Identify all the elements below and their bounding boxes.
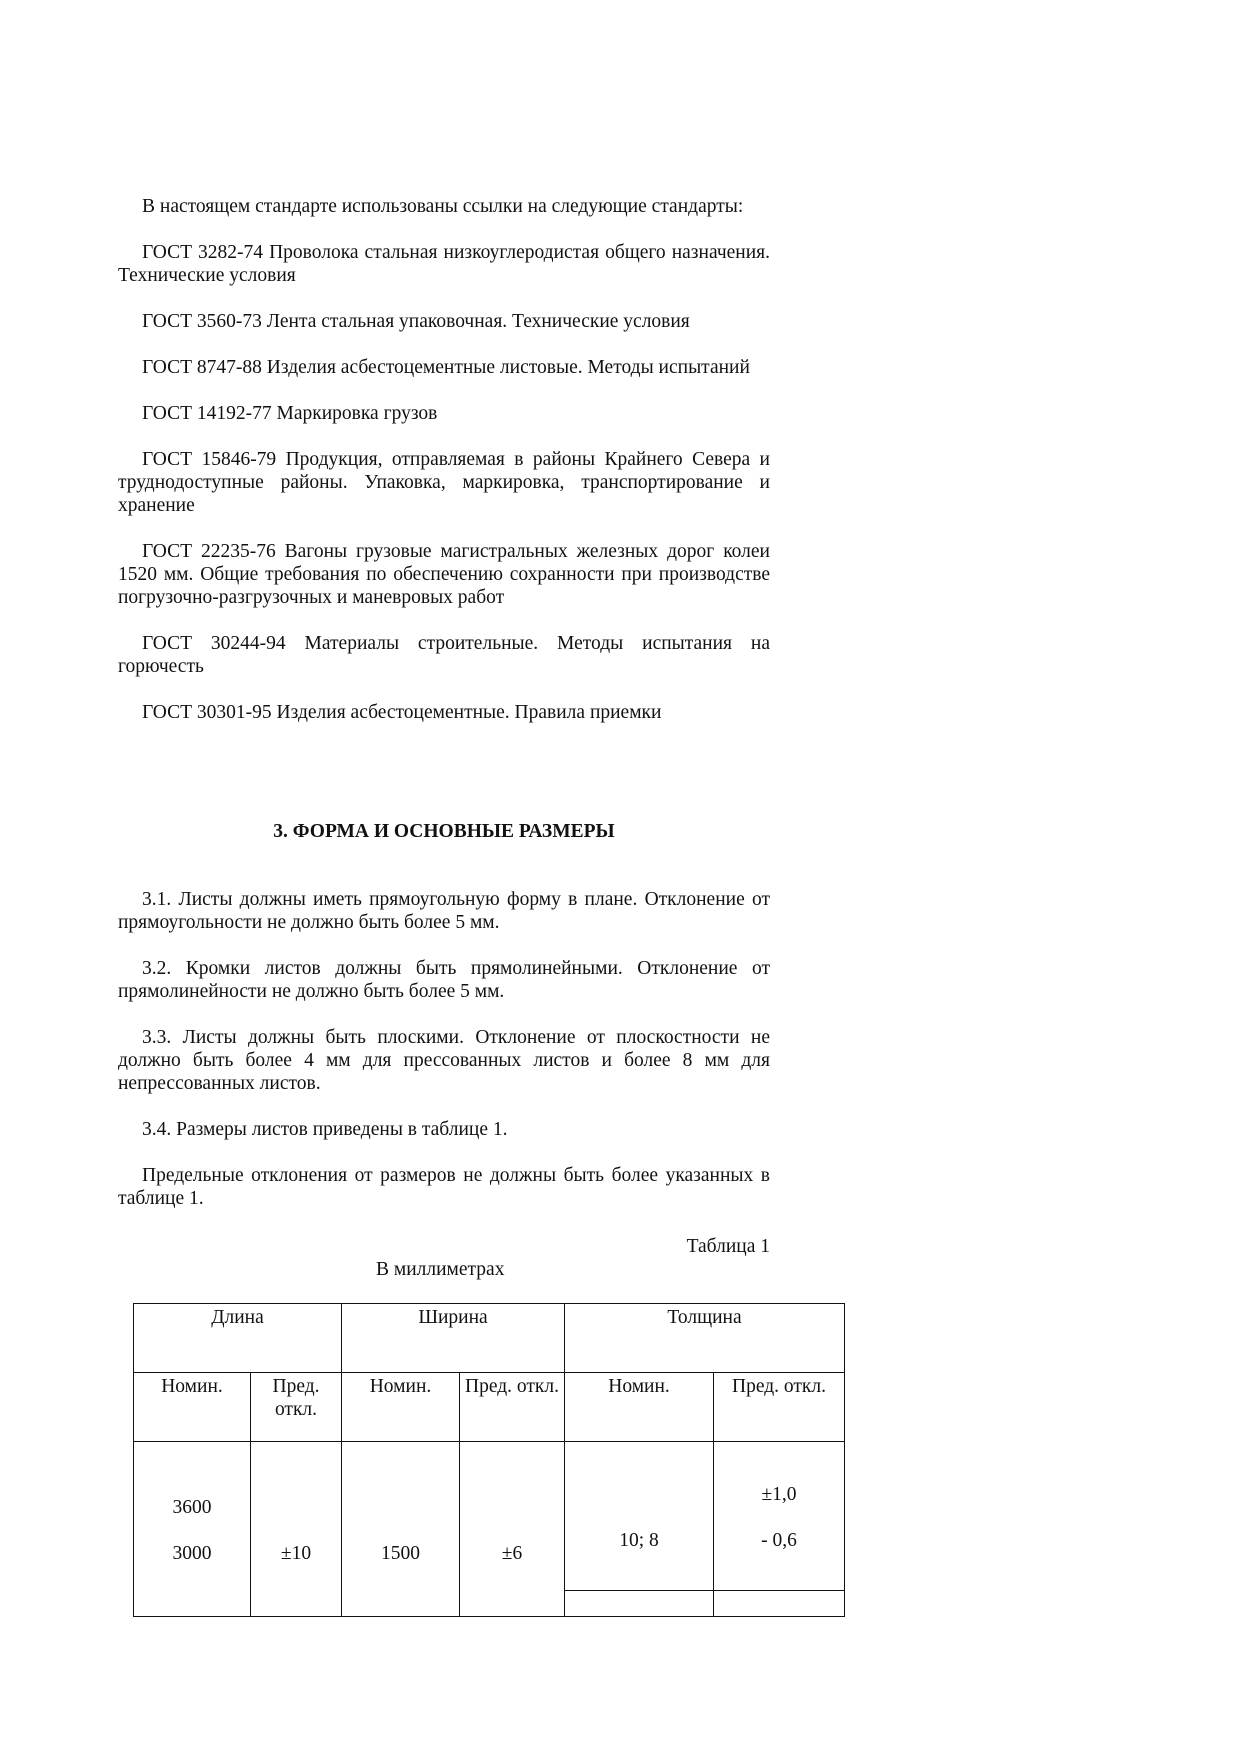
units-label: В миллиметрах: [376, 1259, 505, 1280]
reference-item: ГОСТ 14192-77 Маркировка грузов: [142, 403, 438, 424]
cell-thickness-deviation: [714, 1442, 845, 1591]
subheader-nominal: Номин.: [134, 1373, 251, 1442]
empty-cell: [565, 1591, 714, 1617]
reference-item: ГОСТ 22235-76 Вагоны грузовые магистральных железных дорог колеи 1520 мм. Общие требования по обеспечению сохранности при производстве погрузочно-разгрузочных и маневровых работ: [118, 541, 770, 608]
width-nominal: 1500: [381, 1542, 420, 1564]
reference-item: ГОСТ 8747-88 Изделия асбестоцементные листовые. Методы испытаний: [142, 357, 750, 378]
thickness-nominal: 10; 8: [619, 1529, 659, 1551]
length-nominal-1: 3600: [172, 1496, 212, 1518]
cell-width-deviation: [460, 1442, 565, 1617]
section3-body: [118, 888, 770, 1210]
subheader-deviation: Пред. откл.: [460, 1373, 565, 1442]
cell-length-nominal: [134, 1442, 251, 1617]
subheader-deviation: Пред. откл.: [251, 1373, 342, 1442]
subheader-deviation: Пред. откл.: [714, 1373, 845, 1442]
table-caption: Таблица 1: [686, 1236, 770, 1257]
table-row: [134, 1442, 845, 1591]
cell-length-deviation: [251, 1442, 342, 1617]
paragraph-3-1: 3.1. Листы должны иметь прямоугольную форму в плане. Отклонение от прямоугольности не должно быть более 5 мм.: [118, 889, 770, 933]
references-intro: В настоящем стандарте использованы ссылки на следующие стандарты:: [142, 196, 744, 217]
header-length: Длина: [134, 1304, 342, 1373]
reference-item: ГОСТ 30301-95 Изделия асбестоцементные. Правила приемки: [142, 702, 662, 723]
table-group-header-row: [134, 1304, 845, 1373]
paragraph-3-2: 3.2. Кромки листов должны быть прямолинейными. Отклонение от прямолинейности не должно быть более 5 мм.: [118, 958, 770, 1002]
header-width: Ширина: [342, 1304, 565, 1373]
length-deviation: ±10: [280, 1542, 312, 1564]
reference-item: ГОСТ 3560-73 Лента стальная упаковочная. Технические условия: [142, 311, 690, 332]
paragraph-tolerances: Предельные отклонения от размеров не должны быть более указанных в таблице 1.: [118, 1165, 770, 1209]
table-subheader-row: [134, 1373, 845, 1442]
subheader-nominal: Номин.: [342, 1373, 460, 1442]
thickness-deviation-1: ±1,0: [761, 1483, 797, 1505]
cell-thickness-nominal: [565, 1442, 714, 1591]
reference-item: ГОСТ 30244-94 Материалы строительные. Методы испытания на горючесть: [118, 633, 770, 677]
subheader-nominal: Номин.: [565, 1373, 714, 1442]
section-heading: 3. ФОРМА И ОСНОВНЫЕ РАЗМЕРЫ: [273, 821, 615, 842]
paragraph-3-3: 3.3. Листы должны быть плоскими. Отклонение от плоскостности не должно быть более 4 мм для прессованных листов и более 8 мм для непрессованных листов.: [118, 1027, 770, 1094]
dimensions-table: [133, 1303, 845, 1617]
thickness-deviation-2: - 0,6: [761, 1529, 797, 1551]
reference-item: ГОСТ 15846-79 Продукция, отправляемая в районы Крайнего Севера и труднодоступные районы. Упаковка, маркировка, транспортирование и хранение: [118, 449, 770, 516]
references-block: [118, 195, 770, 724]
empty-cell: [714, 1591, 845, 1617]
header-thickness: Толщина: [565, 1304, 845, 1373]
paragraph-3-4: 3.4. Размеры листов приведены в таблице 1.: [142, 1119, 508, 1140]
length-nominal-2: 3000: [172, 1542, 212, 1564]
cell-width-nominal: [342, 1442, 460, 1617]
reference-item: ГОСТ 3282-74 Проволока стальная низкоуглеродистая общего назначения. Технические условия: [118, 242, 770, 286]
width-deviation: ±6: [501, 1542, 523, 1564]
